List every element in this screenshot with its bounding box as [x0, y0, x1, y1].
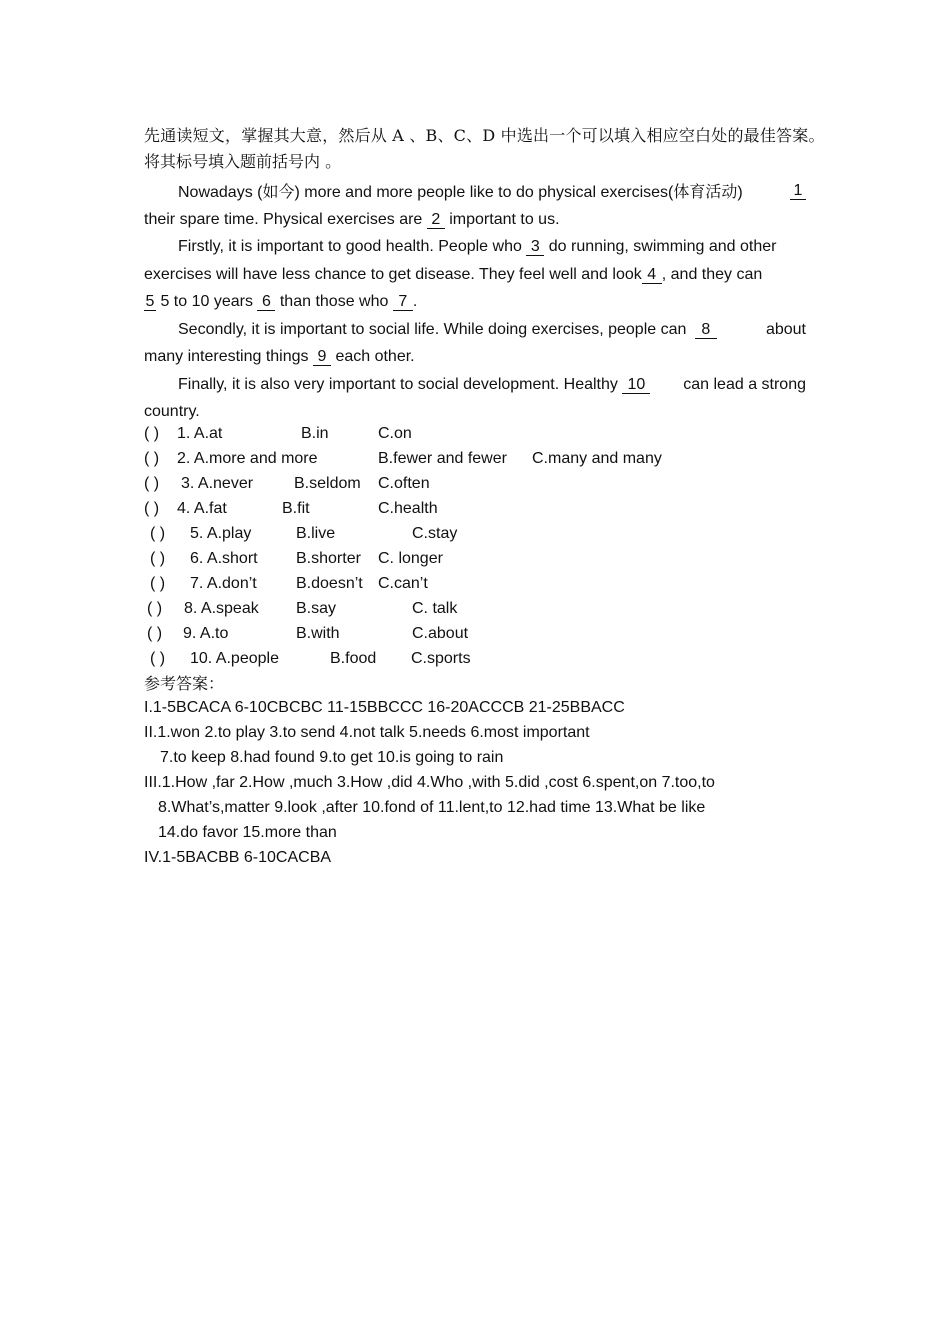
- question-9-bracket: ( ): [147, 625, 163, 642]
- blank-8: 8: [695, 321, 717, 339]
- answers-heading: 参考答案：: [144, 674, 225, 693]
- blank-10: 10: [622, 376, 650, 394]
- question-2-option-c: C.many and many: [532, 450, 662, 467]
- question-10-option-c: C.sports: [411, 650, 471, 667]
- question-6-option-a: 6. A.short: [190, 550, 258, 567]
- blank-9: 9: [313, 348, 331, 366]
- question-6-option-c: C. longer: [378, 550, 443, 567]
- answers-line: III.1.How ,far 2.How ,much 3.How ,did 4.Who ,with 5.did ,cost 6.spent,on 7.too,to: [144, 774, 715, 791]
- question-9-option-b: B.with: [296, 625, 340, 642]
- question-9-option-a: 9. A.to: [183, 625, 229, 642]
- question-4-option-b: B.fit: [282, 500, 310, 517]
- blank-6: 6: [257, 293, 275, 311]
- blank-2: 2: [427, 211, 445, 229]
- question-1-bracket: ( ): [144, 425, 160, 442]
- instructions-line-2: 将其标号填入题前括号内 。: [144, 152, 342, 171]
- question-10-option-a: 10. A.people: [190, 650, 279, 667]
- passage-p2-line3: 5 5 to 10 years 6 than those who 7 .: [145, 293, 418, 310]
- question-7-option-c: C.can’t: [378, 575, 428, 592]
- answers-line: 7.to keep 8.had found 9.to get 10.is going to rain: [160, 749, 504, 766]
- blank-7: 7: [393, 293, 413, 311]
- question-8-bracket: ( ): [147, 600, 163, 617]
- answers-line: 8.What’s,matter 9.look ,after 10.fond of 11.lent,to 12.had time 13.What be like: [158, 799, 706, 816]
- passage-p2-line2: exercises will have less chance to get disease. They feel well and look 4 , and they can: [144, 266, 763, 283]
- question-1-option-b: B.in: [301, 425, 329, 442]
- question-9-option-c: C.about: [412, 625, 469, 642]
- question-7-option-a: 7. A.don’t: [190, 575, 257, 592]
- chinese-gloss: 如今: [262, 182, 295, 201]
- question-1-option-a: 1. A.at: [177, 425, 223, 442]
- question-8-option-a: 8. A.speak: [184, 600, 259, 617]
- passage-p4-line1: Finally, it is also very important to social development. Healthy 10 can lead a strong: [178, 376, 806, 393]
- passage-p1-line2: their spare time. Physical exercises are 2 important to us.: [144, 211, 560, 228]
- blank-3: 3: [526, 238, 544, 256]
- question-3-option-a: 3. A.never: [181, 475, 254, 492]
- answers-line: II.1.won 2.to play 3.to send 4.not talk 5.needs 6.most important: [144, 724, 590, 741]
- question-6-option-b: B.shorter: [296, 550, 361, 567]
- question-4-option-a: 4. A.fat: [177, 500, 227, 517]
- question-7-option-b: B.doesn’t: [296, 575, 363, 592]
- question-5-bracket: ( ): [150, 525, 166, 542]
- question-8-option-c: C. talk: [412, 600, 458, 617]
- question-5-option-b: B.live: [296, 525, 336, 542]
- chinese-gloss: 体育活动: [673, 182, 738, 201]
- answers-line: I.1-5BCACA 6-10CBCBC 11-15BBCCC 16-20ACCCB 21-25BBACC: [144, 699, 625, 716]
- question-3-option-b: B.seldom: [294, 475, 361, 492]
- question-2-bracket: ( ): [144, 450, 160, 467]
- blank-4: 4: [642, 266, 662, 284]
- question-8-option-b: B.say: [296, 600, 337, 617]
- passage-p4-line2: country.: [144, 403, 200, 420]
- question-1-option-c: C.on: [378, 425, 412, 442]
- question-3-bracket: ( ): [144, 475, 160, 492]
- blank-5: 5: [145, 293, 155, 310]
- question-7-bracket: ( ): [150, 575, 166, 592]
- answers-line: 14.do favor 15.more than: [158, 824, 337, 841]
- question-6-bracket: ( ): [150, 550, 166, 567]
- answers-line: IV.1-5BACBB 6-10CACBA: [144, 849, 332, 866]
- instructions-line-1: 先通读短文，掌握其大意，然后从 A 、B、C、D 中选出一个可以填入相应空白处的最佳答案。: [144, 126, 825, 145]
- passage-p3-line1: Secondly, it is important to social life. While doing exercises, people can 8 about: [178, 321, 806, 338]
- question-2-option-b: B.fewer and fewer: [378, 450, 507, 467]
- question-10-option-b: B.food: [330, 650, 377, 667]
- question-10-bracket: ( ): [150, 650, 166, 667]
- question-3-option-c: C.often: [378, 475, 430, 492]
- question-4-option-c: C.health: [378, 500, 438, 517]
- blank-1: 1: [790, 182, 806, 200]
- question-5-option-c: C.stay: [412, 525, 458, 542]
- question-4-bracket: ( ): [144, 500, 160, 517]
- passage-p3-line2: many interesting things 9 each other.: [144, 348, 415, 365]
- passage-p1-line1: Nowadays (如今) more and more people like to do physical exercises(体育活动) 1: [144, 182, 806, 203]
- passage-p2-line1: Firstly, it is important to good health. People who 3 do running, swimming and other: [178, 238, 777, 255]
- question-2-option-a: 2. A.more and more: [177, 450, 318, 467]
- question-5-option-a: 5. A.play: [190, 525, 252, 542]
